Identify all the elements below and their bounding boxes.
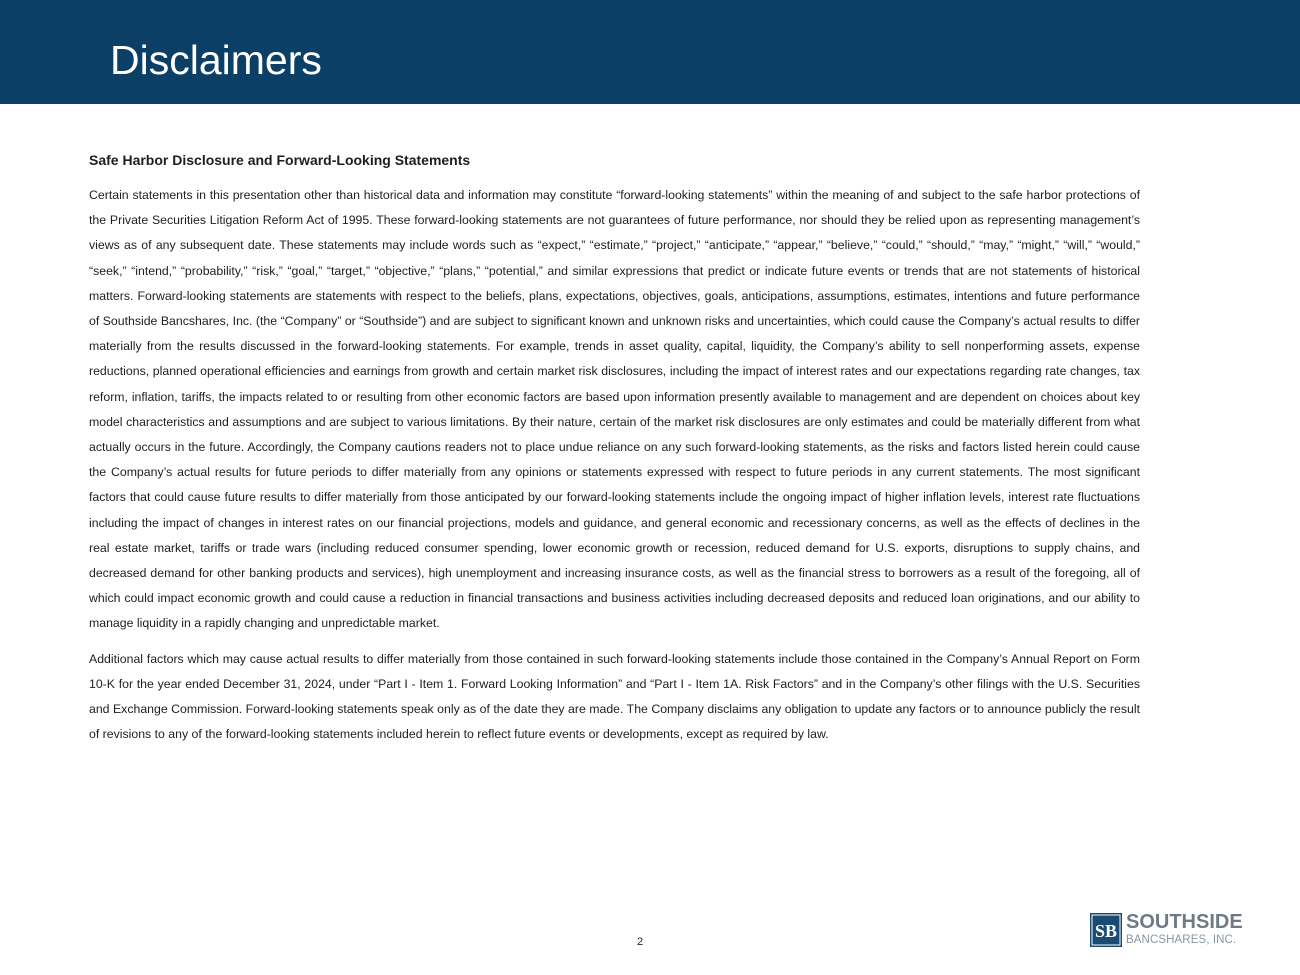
disclaimer-paragraph-2: Additional factors which may cause actual results to differ materially from those contained in such forward-looking statements include those contained in the Company’s Annual Report on Form 10-K for the year ended December 31, 2024, under “Part I - Item 1. Forward Looking Information” and “Part I - Item 1A. Risk Factors” and in the Company’s other filings with the U.S. Securities and Exchange Commission. Forward-looking statements speak only as of the date they are made. The Company disclaims any obligation to update any factors or to announce publicly the result of revisions to any of the forward-looking statements included herein to reflect future events or developments, except as required by law.	[89, 651, 1140, 742]
disclaimer-body	[89, 150, 1140, 757]
page-title: Disclaimers	[110, 37, 322, 83]
title-bar	[0, 0, 1300, 104]
disclaimer-paragraph-1: Certain statements in this presentation other than historical data and information may constitute “forward-looking statements” within the meaning of and subject to the safe harbor protections of the Private Securities Litigation Reform Act of 1995. These forward-looking statements are not guarantees of future performance, nor should they be relied upon as representing management’s views as of any subsequent date. These statements may include words such as “expect,” “estimate,” “project,” “anticipate,” “appear,” “believe,” “could,” “should,” “may,” “might,” “will,” “would,” “seek,” “intend,” “probability,” “risk,” “goal,” “target,” “objective,” “plans,” “potential,” and similar expressions that predict or indicate future events or trends that are not statements of historical matters. Forward-looking statements are statements with respect to the beliefs, plans, expectations, objectives, goals, anticipations, assumptions, estimates, intentions and future performance of Southside Bancshares, Inc. (the “Company” or “Southside”) and are subject to significant known and unknown risks and uncertainties, which could cause the Company’s actual results to differ materially from the results discussed in the forward-looking statements. For example, trends in asset quality, capital, liquidity, the Company’s ability to sell nonperforming assets, expense reductions, planned operational efficiencies and earnings from growth and certain market risk disclosures, including the impact of interest rates and our expectations regarding rate changes, tax reform, inflation, tariffs, the impacts related to or resulting from other economic factors are based upon information presently available to management and are dependent on choices about key model characteristics and assumptions and are subject to various limitations. By their nature, certain of the market risk disclosures are only estimates and could be materially different from what actually occurs in the future. Accordingly, the Company cautions readers not to place undue reliance on any such forward-looking statements, as the risks and factors listed herein could cause the Company’s actual results for future periods to differ materially from any opinions or statements expressed with respect to future periods in any current statements. The most significant factors that could cause future results to differ materially from those anticipated by our forward-looking statements include the ongoing impact of higher inflation levels, interest rate fluctuations including the impact of changes in interest rates on our financial projections, models and guidance, and general economic and recessionary concerns, as well as the effects of declines in the real estate market, tariffs or trade wars (including reduced consumer spending, lower economic growth or recession, reduced demand for U.S. exports, disruptions to supply chains, and decreased demand for other banking products and services), high unemployment and increasing insurance costs, as well as the financial stress to borrowers as a result of the foregoing, all of which could impact economic growth and could cause a reduction in financial transactions and business activities including decreased deposits and reduced loan originations, and our ability to manage liquidity in a rapidly changing and unpredictable market.	[89, 188, 1140, 631]
logo-subname: BANCSHARES, INC.	[1126, 934, 1237, 946]
section-heading: Safe Harbor Disclosure and Forward-Looking Statements	[89, 152, 471, 168]
logo-name: SOUTHSIDE	[1126, 911, 1243, 933]
logo-mark-letters: SB	[1094, 921, 1118, 941]
page-number: 2	[636, 936, 644, 948]
logo-mark-icon	[1090, 913, 1122, 947]
company-logo	[1090, 911, 1260, 951]
